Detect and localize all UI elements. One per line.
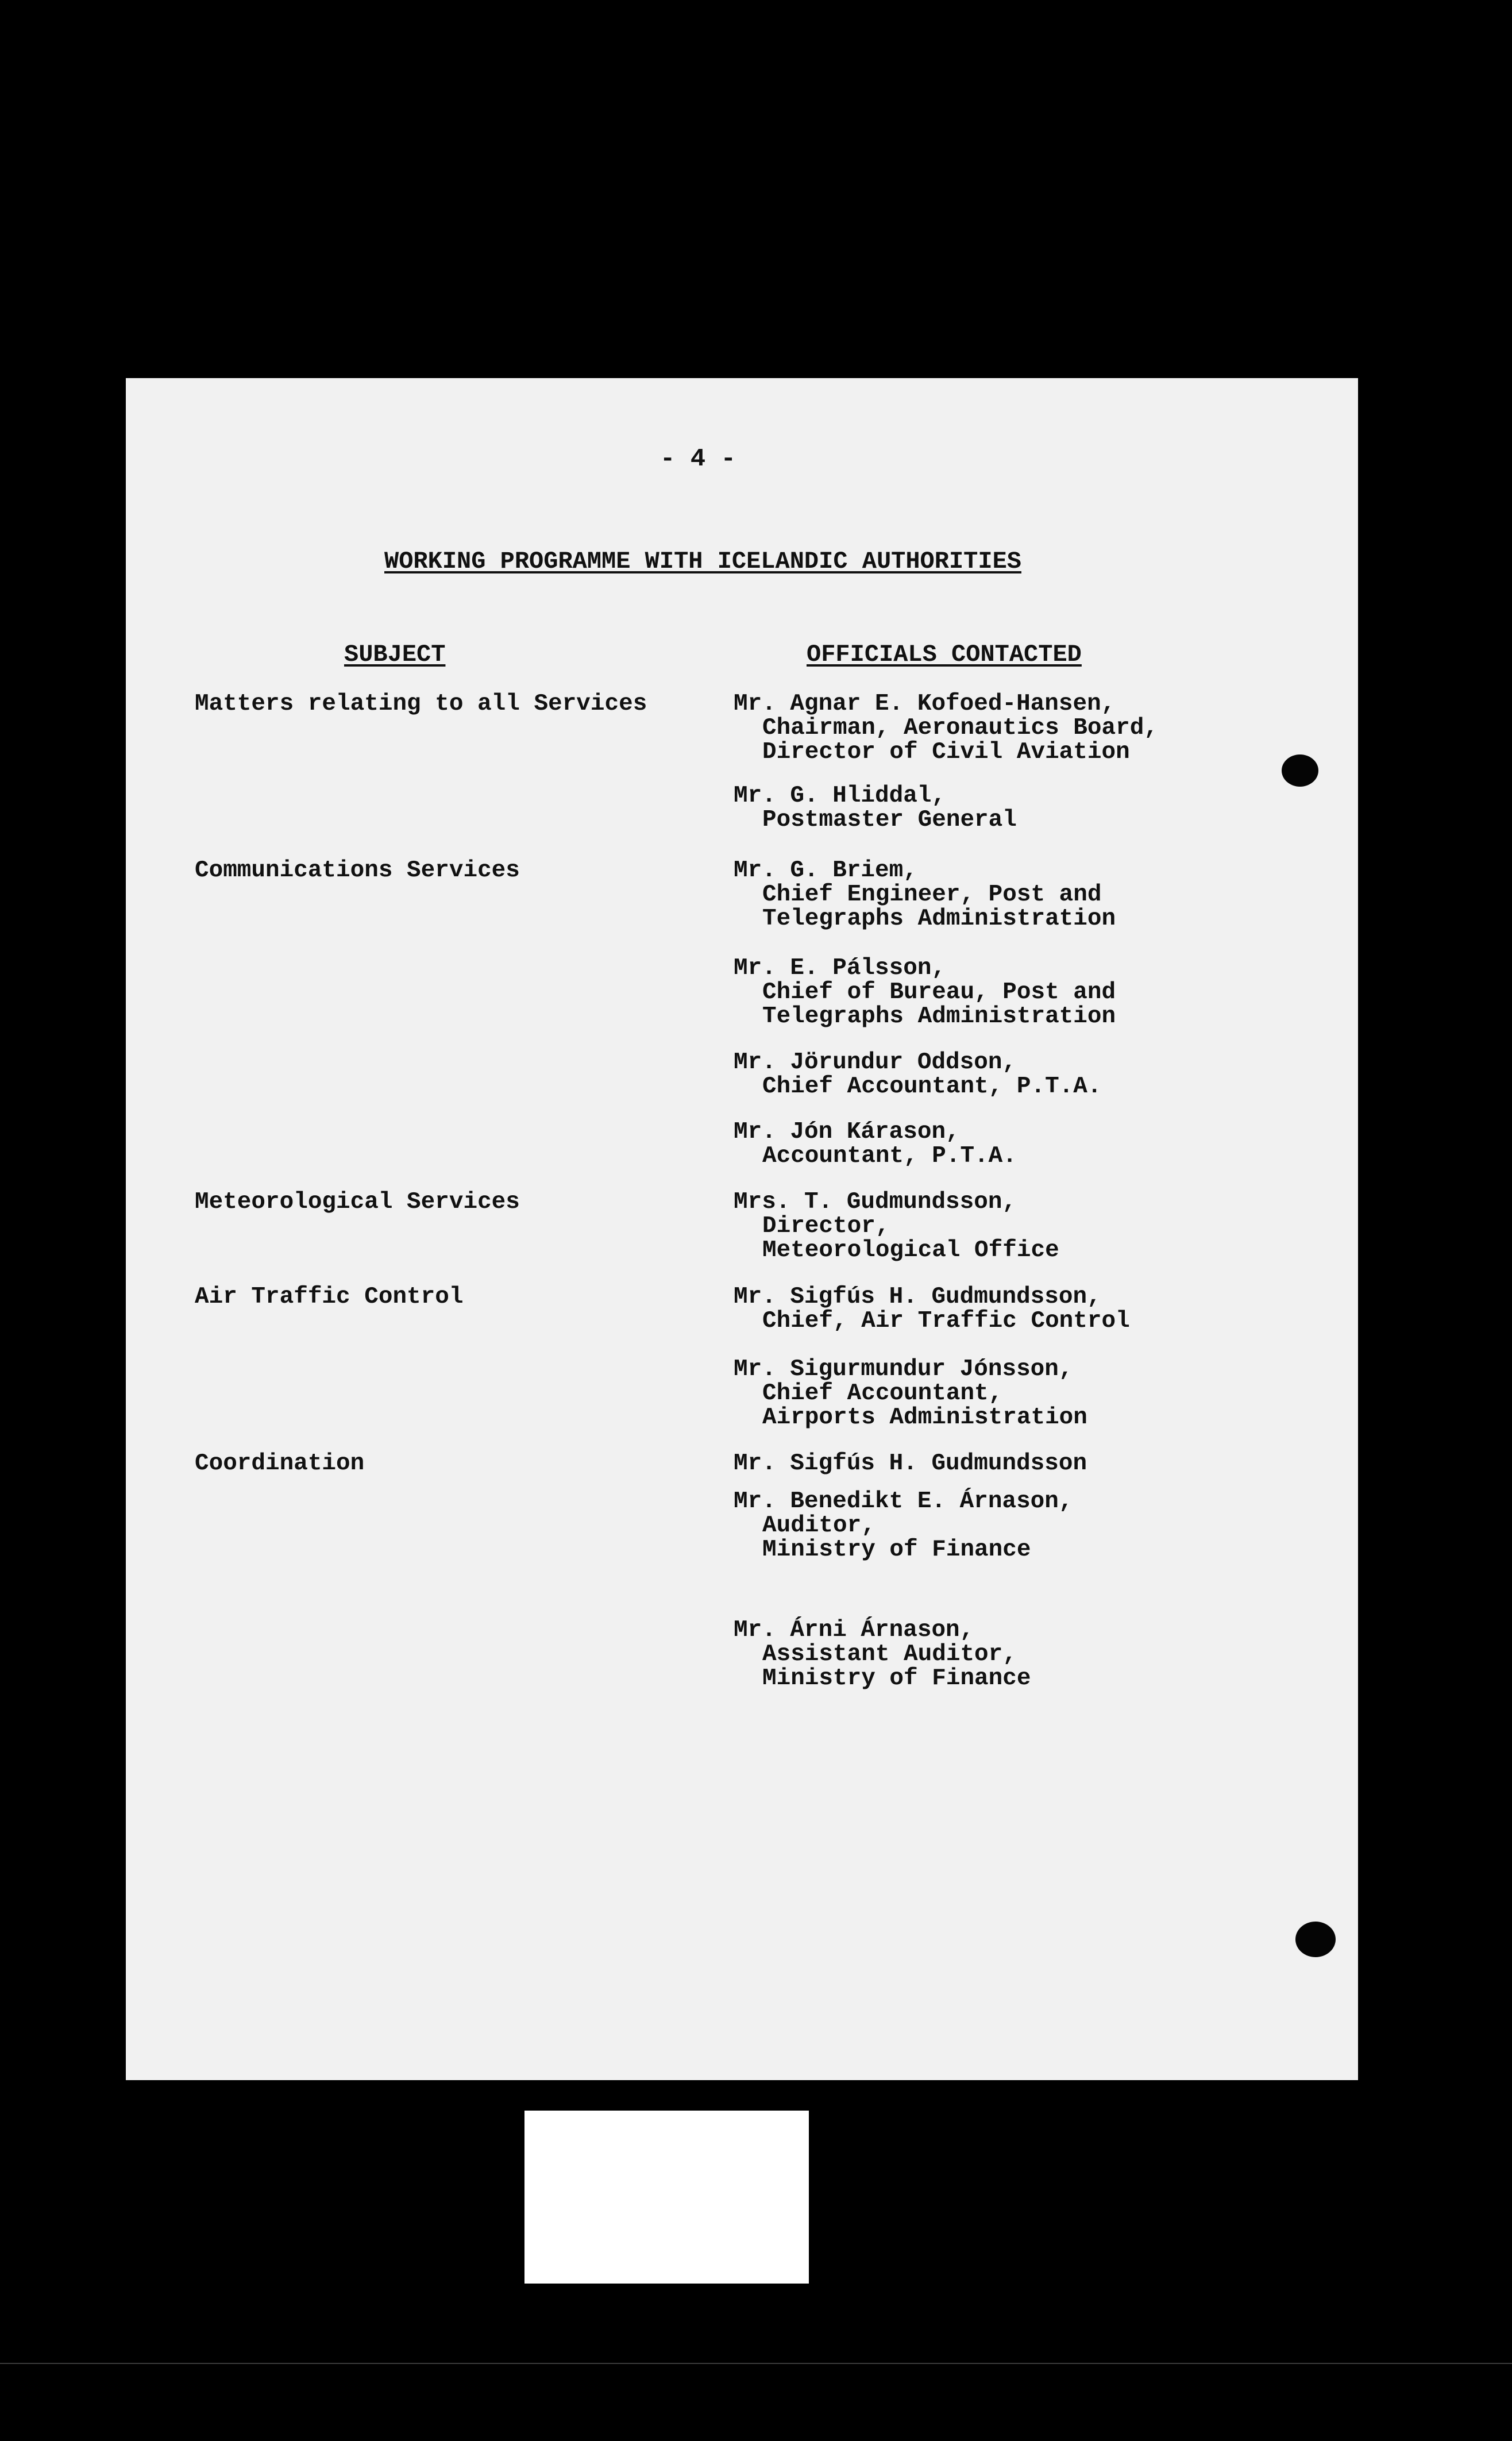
official-title-line: Telegraphs Administration xyxy=(762,1003,1116,1030)
official-name: Mr. Árni Árnason, xyxy=(734,1617,974,1643)
official-title-line: Airports Administration xyxy=(762,1404,1087,1431)
official-entry xyxy=(734,1489,1073,1562)
official-name: Mr. E. Pálsson, xyxy=(734,955,946,981)
officials-column-header: OFFICIALS CONTACTED xyxy=(807,641,1082,668)
official-title-line: Chairman, Aeronautics Board, xyxy=(762,715,1158,741)
official-title-line: Ministry of Finance xyxy=(762,1665,1031,1692)
official-name: Mr. Jón Kárason, xyxy=(734,1119,960,1145)
official-title-line: Director of Civil Aviation xyxy=(762,739,1130,765)
document-title: WORKING PROGRAMME WITH ICELANDIC AUTHORITIES xyxy=(384,548,1021,575)
official-name: Mr. Jörundur Oddson, xyxy=(734,1049,1017,1076)
official-title-line: Chief, Air Traffic Control xyxy=(762,1308,1130,1334)
official-name: Mr. Benedikt E. Árnason, xyxy=(734,1488,1073,1515)
official-title-line: Ministry of Finance xyxy=(762,1537,1031,1563)
subject-column-header: SUBJECT xyxy=(344,641,446,668)
official-title-line: Chief Engineer, Post and xyxy=(762,881,1102,908)
document-page xyxy=(126,378,1358,2080)
subject-cell: Communications Services xyxy=(195,857,520,884)
official-title-line: Meteorological Office xyxy=(762,1237,1059,1264)
punch-hole-mark-lower xyxy=(1295,1922,1336,1957)
official-name: Mr. Sigurmundur Jónsson, xyxy=(734,1356,1073,1383)
official-title-line: Chief of Bureau, Post and xyxy=(762,979,1116,1006)
official-title-line: Director, xyxy=(762,1213,890,1239)
official-title-line: Auditor, xyxy=(762,1512,875,1539)
official-entry xyxy=(734,1357,1087,1430)
official-name: Mr. G. Hliddal, xyxy=(734,783,946,809)
bottom-rule xyxy=(0,2363,1512,2364)
official-name: Mr. Agnar E. Kofoed-Hansen, xyxy=(734,691,1116,717)
official-title-line: Accountant, P.T.A. xyxy=(762,1143,1017,1169)
official-entry xyxy=(734,1451,1087,1476)
punch-hole-mark-upper xyxy=(1282,754,1318,787)
official-title-line: Postmaster General xyxy=(762,807,1017,833)
official-entry xyxy=(734,692,1158,764)
official-title-line: Chief Accountant, xyxy=(762,1380,1003,1407)
official-entry xyxy=(734,784,1017,832)
official-entry xyxy=(734,858,1116,931)
official-name: Mr. Sigfús H. Gudmundsson, xyxy=(734,1284,1101,1310)
page-number: - 4 - xyxy=(660,445,736,473)
subject-cell: Meteorological Services xyxy=(195,1189,520,1215)
official-entry xyxy=(734,956,1116,1029)
subject-cell: Air Traffic Control xyxy=(195,1284,464,1310)
official-title-line: Assistant Auditor, xyxy=(762,1641,1017,1668)
official-entry xyxy=(734,1050,1102,1099)
official-title-line: Telegraphs Administration xyxy=(762,906,1116,932)
official-entry xyxy=(734,1285,1130,1333)
official-entry xyxy=(734,1190,1059,1262)
official-entry xyxy=(734,1120,1017,1168)
subject-cell: Matters relating to all Services xyxy=(195,691,647,717)
document-body xyxy=(126,378,1358,2080)
official-entry xyxy=(734,1618,1031,1691)
blank-label xyxy=(524,2111,809,2284)
official-name: Mrs. T. Gudmundsson, xyxy=(734,1189,1017,1215)
official-name: Mr. G. Briem, xyxy=(734,857,917,884)
official-title-line: Chief Accountant, P.T.A. xyxy=(762,1073,1102,1100)
official-name: Mr. Sigfús H. Gudmundsson xyxy=(734,1450,1087,1477)
subject-cell: Coordination xyxy=(195,1450,365,1477)
